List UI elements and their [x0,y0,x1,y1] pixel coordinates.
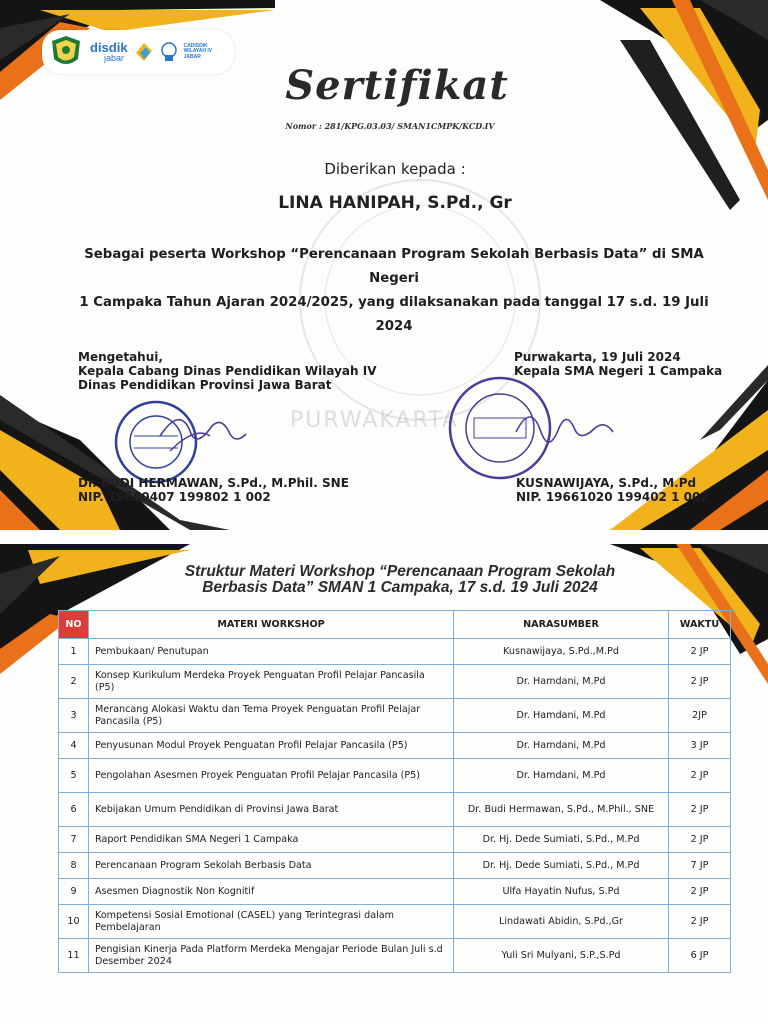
row-waktu: 3 JP [669,733,731,759]
schedule-page [0,544,768,1024]
description-line: Sebagai peserta Workshop “Perencanaan Program Sekolah Berbasis Data” di SMA Negeri [84,247,704,286]
row-materi: Kebijakan Umum Pendidikan di Provinsi Jawa Barat [89,793,454,827]
right-signer-name: KUSNAWIJAYA, S.Pd., M.Pd [516,476,697,490]
row-narasumber: Dr. Hamdani, M.Pd [454,699,669,733]
row-materi: Konsep Kurikulum Merdeka Proyek Penguatan Profil Pelajar Pancasila (P5) [89,665,454,699]
left-signer-name: Dr. BUDI HERMAWAN, S.Pd., M.Phil. SNE [78,476,349,490]
cadisdik-logo [184,44,213,60]
table-row [59,699,731,733]
watermark-text: PURWAKARTA [290,408,459,433]
schedule-title-line: Struktur Materi Workshop “Perencanaan Program Sekolah [184,563,616,580]
left-signer-line: Kepala Cabang Dinas Pendidikan Wilayah IV [78,364,377,378]
table-header-row [59,611,731,639]
right-signer-nip: NIP. 19661020 199402 1 002 [516,490,709,504]
row-narasumber: Lindawati Abidin, S.Pd.,Gr [454,905,669,939]
row-waktu: 6 JP [669,939,731,973]
header-no: NO [59,611,89,639]
schedule-title-line: Berbasis Data” SMAN 1 Campaka, 17 s.d. 19 Juli 2024 [202,579,598,596]
left-signer-signature-block [78,476,349,504]
certificate-number: Nomor : 281/KPG.03.03/ SMAN1CMPK/KCD.IV [285,121,495,131]
table-row [59,827,731,853]
row-no: 7 [59,827,89,853]
table-row [59,639,731,665]
row-waktu: 2 JP [669,905,731,939]
row-no: 9 [59,879,89,905]
cadisdik-line: CADISDIK [183,43,208,50]
row-no: 8 [59,853,89,879]
row-no: 1 [59,639,89,665]
table-row [59,665,731,699]
disdik-logo [90,41,128,63]
header-narasumber: NARASUMBER [454,611,669,639]
row-materi: Pembukaan/ Penutupan [89,639,454,665]
row-materi: Raport Pendidikan SMA Negeri 1 Campaka [89,827,454,853]
row-no: 4 [59,733,89,759]
cadisdik-line: JABAR [183,53,201,60]
right-signer-place-date: Purwakarta, 19 Juli 2024 [514,350,681,364]
given-to-label: Diberikan kepada : [324,160,466,178]
row-narasumber: Dr. Hamdani, M.Pd [454,759,669,793]
row-materi: Kompetensi Sosial Emotional (CASEL) yang Terintegrasi dalam Pembelajaran [89,905,454,939]
cadisdik-emblem-icon [160,41,178,63]
table-row [59,905,731,939]
row-waktu: 2 JP [669,665,731,699]
row-no: 6 [59,793,89,827]
row-materi: Asesmen Diagnostik Non Kognitif [89,879,454,905]
left-official-stamp [100,396,250,486]
row-narasumber: Ulfa Hayatin Nufus, S.Pd [454,879,669,905]
table-row [59,853,731,879]
description-line: 1 Campaka Tahun Ajaran 2024/2025, yang dilaksanakan pada tanggal 17 s.d. 19 Juli 2024 [79,295,709,334]
row-narasumber: Dr. Budi Hermawan, S.Pd., M.Phil., SNE [454,793,669,827]
row-materi: Pengisian Kinerja Pada Platform Merdeka Mengajar Periode Bulan Juli s.d Desember 2024 [89,939,454,973]
row-materi: Merancang Alokasi Waktu dan Tema Proyek Penguatan Profil Pelajar Pancasila (P5) [89,699,454,733]
row-narasumber: Dr. Hamdani, M.Pd [454,733,669,759]
row-waktu: 7 JP [669,853,731,879]
schedule-title [140,564,660,596]
disdik-emblem-icon [134,41,154,63]
table-row [59,939,731,973]
certificate-title: Sertifikat [285,62,509,109]
certificate-description [60,243,728,339]
row-no: 5 [59,759,89,793]
workshop-schedule-table [58,610,731,973]
row-waktu: 2 JP [669,827,731,853]
right-signer-position: Kepala SMA Negeri 1 Campaka [514,364,723,378]
left-signer-nip: NIP. 19680407 199802 1 002 [78,490,271,504]
disdik-name: disdik [90,40,128,55]
row-narasumber: Dr. Hj. Dede Sumiati, S.Pd., M.Pd [454,827,669,853]
row-waktu: 2 JP [669,793,731,827]
row-materi: Pengolahan Asesmen Proyek Penguatan Profil Pelajar Pancasila (P5) [89,759,454,793]
row-narasumber: Yuli Sri Mulyani, S.P.,S.Pd [454,939,669,973]
row-waktu: 2 JP [669,639,731,665]
row-waktu: 2 JP [669,879,731,905]
disdik-region: jabar [104,53,125,63]
row-waktu: 2 JP [669,759,731,793]
row-no: 10 [59,905,89,939]
row-no: 2 [59,665,89,699]
table-row [59,759,731,793]
row-narasumber: Kusnawijaya, S.Pd.,M.Pd [454,639,669,665]
row-no: 11 [59,939,89,973]
cadisdik-line: WILAYAH IV [183,48,213,55]
row-materi: Perencanaan Program Sekolah Berbasis Data [89,853,454,879]
row-waktu: 2JP [669,699,731,733]
left-signer-heading [78,350,377,392]
table-row [59,793,731,827]
header-waktu: WAKTU [669,611,731,639]
row-materi: Penyusunan Modul Proyek Penguatan Profil Pelajar Pancasila (P5) [89,733,454,759]
left-signer-line: Dinas Pendidikan Provinsi Jawa Barat [78,378,332,392]
row-no: 3 [59,699,89,733]
table-row [59,879,731,905]
right-signer-signature-block [516,476,709,504]
row-narasumber: Dr. Hj. Dede Sumiati, S.Pd., M.Pd [454,853,669,879]
right-official-stamp [446,374,616,486]
row-narasumber: Dr. Hamdani, M.Pd [454,665,669,699]
left-signer-line: Mengetahui, [78,350,163,364]
table-row [59,733,731,759]
recipient-name: LINA HANIPAH, S.Pd., Gr [278,193,512,213]
header-materi: MATERI WORKSHOP [89,611,454,639]
